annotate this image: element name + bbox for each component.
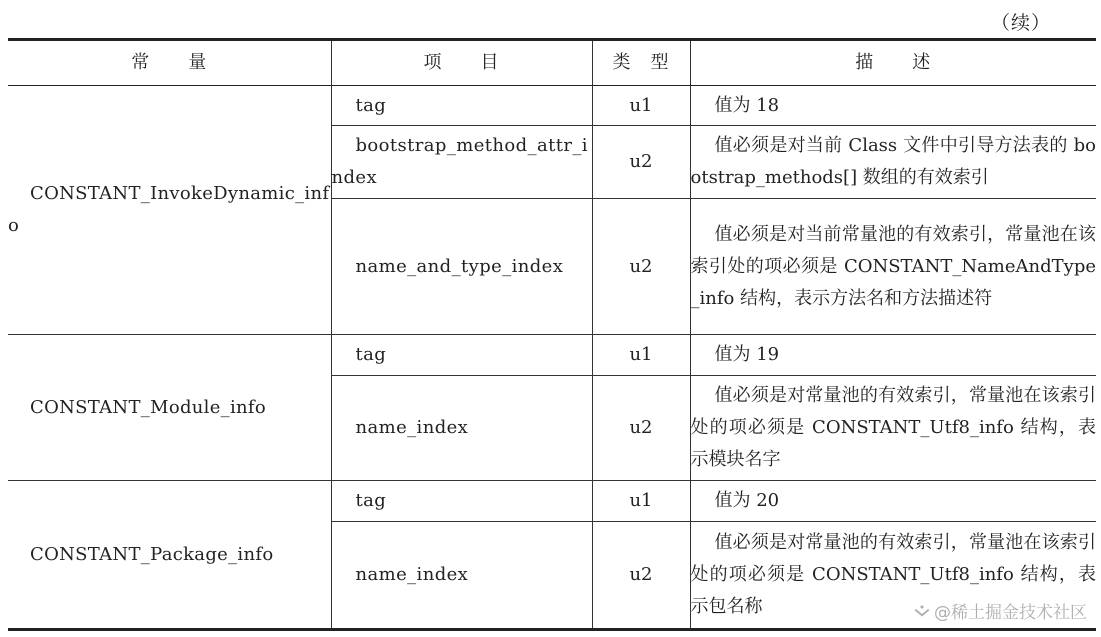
- item-cell: name_index: [331, 522, 592, 630]
- header-constant: 常 量: [8, 40, 331, 86]
- item-cell: tag: [331, 86, 592, 126]
- description-cell: 值必须是对当前常量池的有效索引，常量池在该索引处的项必须是 CONSTANT_NameAndType_info 结构，表示方法名和方法描述符: [690, 199, 1096, 335]
- header-type: 类 型: [592, 40, 690, 86]
- description-cell: 值必须是对常量池的有效索引，常量池在该索引处的项必须是 CONSTANT_Utf8_info 结构，表示模块名字: [690, 376, 1096, 481]
- type-cell: u2: [592, 126, 690, 199]
- header-description: 描 述: [690, 40, 1096, 86]
- type-cell: u1: [592, 481, 690, 522]
- watermark: [914, 598, 1087, 623]
- constant-pool-table: [8, 38, 1096, 631]
- description-cell: 值必须是对当前 Class 文件中引导方法表的 bootstrap_methods[] 数组的有效索引: [690, 126, 1096, 199]
- description-cell: 值为 20: [690, 481, 1096, 522]
- continued-label: （续）: [990, 12, 1051, 34]
- description-cell: 值为 18: [690, 86, 1096, 126]
- description-cell: 值为 19: [690, 335, 1096, 376]
- type-cell: u2: [592, 376, 690, 481]
- table-row: [8, 481, 1096, 522]
- header-item: 项 目: [331, 40, 592, 86]
- watermark-text: @稀土掘金技术社区: [934, 603, 1087, 623]
- item-cell: bootstrap_method_attr_index: [331, 126, 592, 199]
- type-cell: u2: [592, 199, 690, 335]
- description-cell: 值必须是对常量池的有效索引，常量池在该索引处的项必须是 CONSTANT_Utf8_info 结构，表示包名称: [690, 522, 1096, 630]
- juejin-logo-icon: [914, 605, 930, 617]
- table-header-row: [8, 40, 1096, 86]
- table-row: [8, 86, 1096, 126]
- constant-name-cell: CONSTANT_Package_info: [8, 481, 331, 630]
- item-cell: name_and_type_index: [331, 199, 592, 335]
- table-row: [8, 335, 1096, 376]
- constant-name-cell: CONSTANT_InvokeDynamic_info: [8, 86, 331, 335]
- type-cell: u1: [592, 86, 690, 126]
- item-cell: name_index: [331, 376, 592, 481]
- item-cell: tag: [331, 335, 592, 376]
- constant-name-cell: CONSTANT_Module_info: [8, 335, 331, 481]
- type-cell: u1: [592, 335, 690, 376]
- type-cell: u2: [592, 522, 690, 630]
- item-cell: tag: [331, 481, 592, 522]
